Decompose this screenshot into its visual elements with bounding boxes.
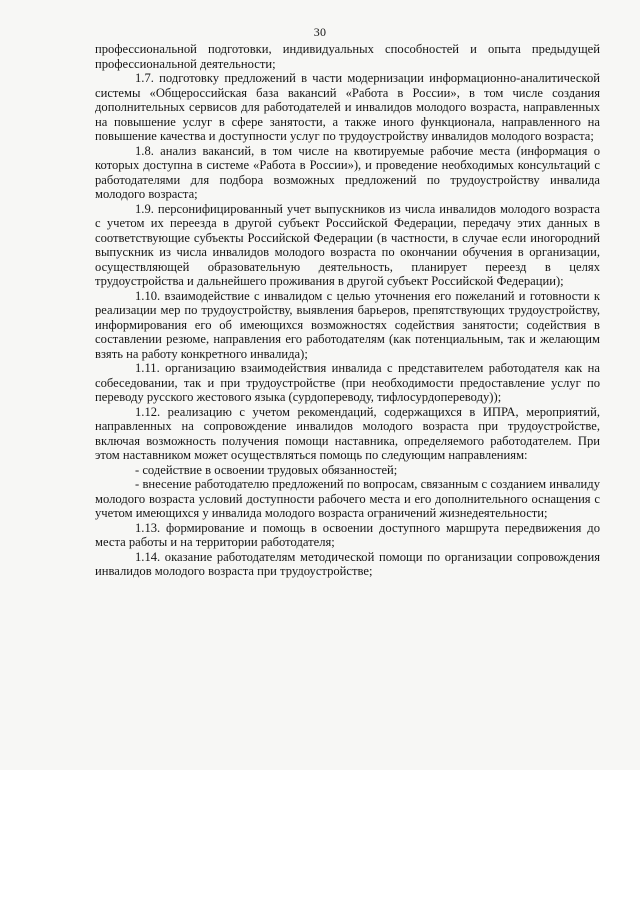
list-item-duties: - содействие в освоении трудовых обязанностей;: [135, 462, 398, 477]
paragraph-1-13: 1.13. формирование и помощь в освоении доступного маршрута передвижения до места работы и на территории работодателя;: [95, 520, 600, 549]
paragraph-1-11: 1.11. организацию взаимодействия инвалида с представителем работодателя как на собеседовании, так и при трудоустройстве (при необходимости предоставление услуг по переводу русского жестового языка (сурдопереводу, тифлосурдопереводу));: [95, 361, 600, 404]
page-number: 30: [313, 25, 327, 39]
paragraph-1-8: 1.8. анализ вакансий, в том числе на квотируемые рабочие места (информация о которых доступна в системе «Работа в России»), и проведение необходимых консультаций с работодателями для подбора возможных предложений по трудоустройству инвалида молодого возраста;: [95, 143, 600, 201]
paragraph-1-7: 1.7. подготовку предложений в части модернизации информационно-аналитической системы «Общероссийская база вакансий «Работа в России», в том числе создания дополнительных сервисов для работодателей и инвалидов молодого возраста, направленных на повышение услуг в сфере занятости, а также иного функционала, направленного на повышение качества и доступности услуг по трудоустройству инвалидов молодого возраста;: [95, 71, 600, 143]
document-body: [95, 42, 600, 579]
page-bottom-margin: [0, 770, 640, 905]
paragraph-1-12: 1.12. реализацию с учетом рекомендаций, содержащихся в ИПРА, мероприятий, направленных на сопровождение инвалидов молодого возраста при трудоустройстве, включая возможность получения помощи наставника, определяемого работодателем. При этом наставником может осуществляться помощь по следующим направлениям:: [95, 404, 600, 462]
paragraph-1-14: 1.14. оказание работодателям методической помощи по организации сопровождения инвалидов молодого возраста при трудоустройстве;: [95, 549, 600, 578]
list-item-proposals: - внесение работодателю предложений по вопросам, связанным с созданием инвалиду молодого возраста условий доступности рабочего места и его дополнительного оснащения с учетом имеющихся у инвалида молодого возраста ограничений жизнедеятельности;: [95, 477, 600, 520]
paragraph-1-10: 1.10. взаимодействие с инвалидом с целью уточнения его пожеланий и готовности к реализации мер по трудоустройству, выявления барьеров, препятствующих трудоустройству, информирования его об имеющихся возможностях содействия занятости; содействия в составлении резюме, направления его работодателям (как потенциальным, так и желающим взять на работу конкретного инвалида);: [95, 288, 600, 361]
paragraph-1-9: 1.9. персонифицированный учет выпускников из числа инвалидов молодого возраста с учетом их переезда в другой субъект Российской Федерации, передачу этих данных в соответствующие субъекты Российской Федерации (в частности, в случае если иногородний выпускник из числа инвалидов молодого возраста по окончании обучения в организации, осуществляющей образовательную деятельность, планирует переезд в целях трудоустройства и дальнейшего проживания в другой субъект Российской Федерации);: [95, 201, 600, 288]
paragraph-continuation: профессиональной подготовки, индивидуальных способностей и опыта предыдущей профессиональной деятельности;: [95, 42, 600, 71]
